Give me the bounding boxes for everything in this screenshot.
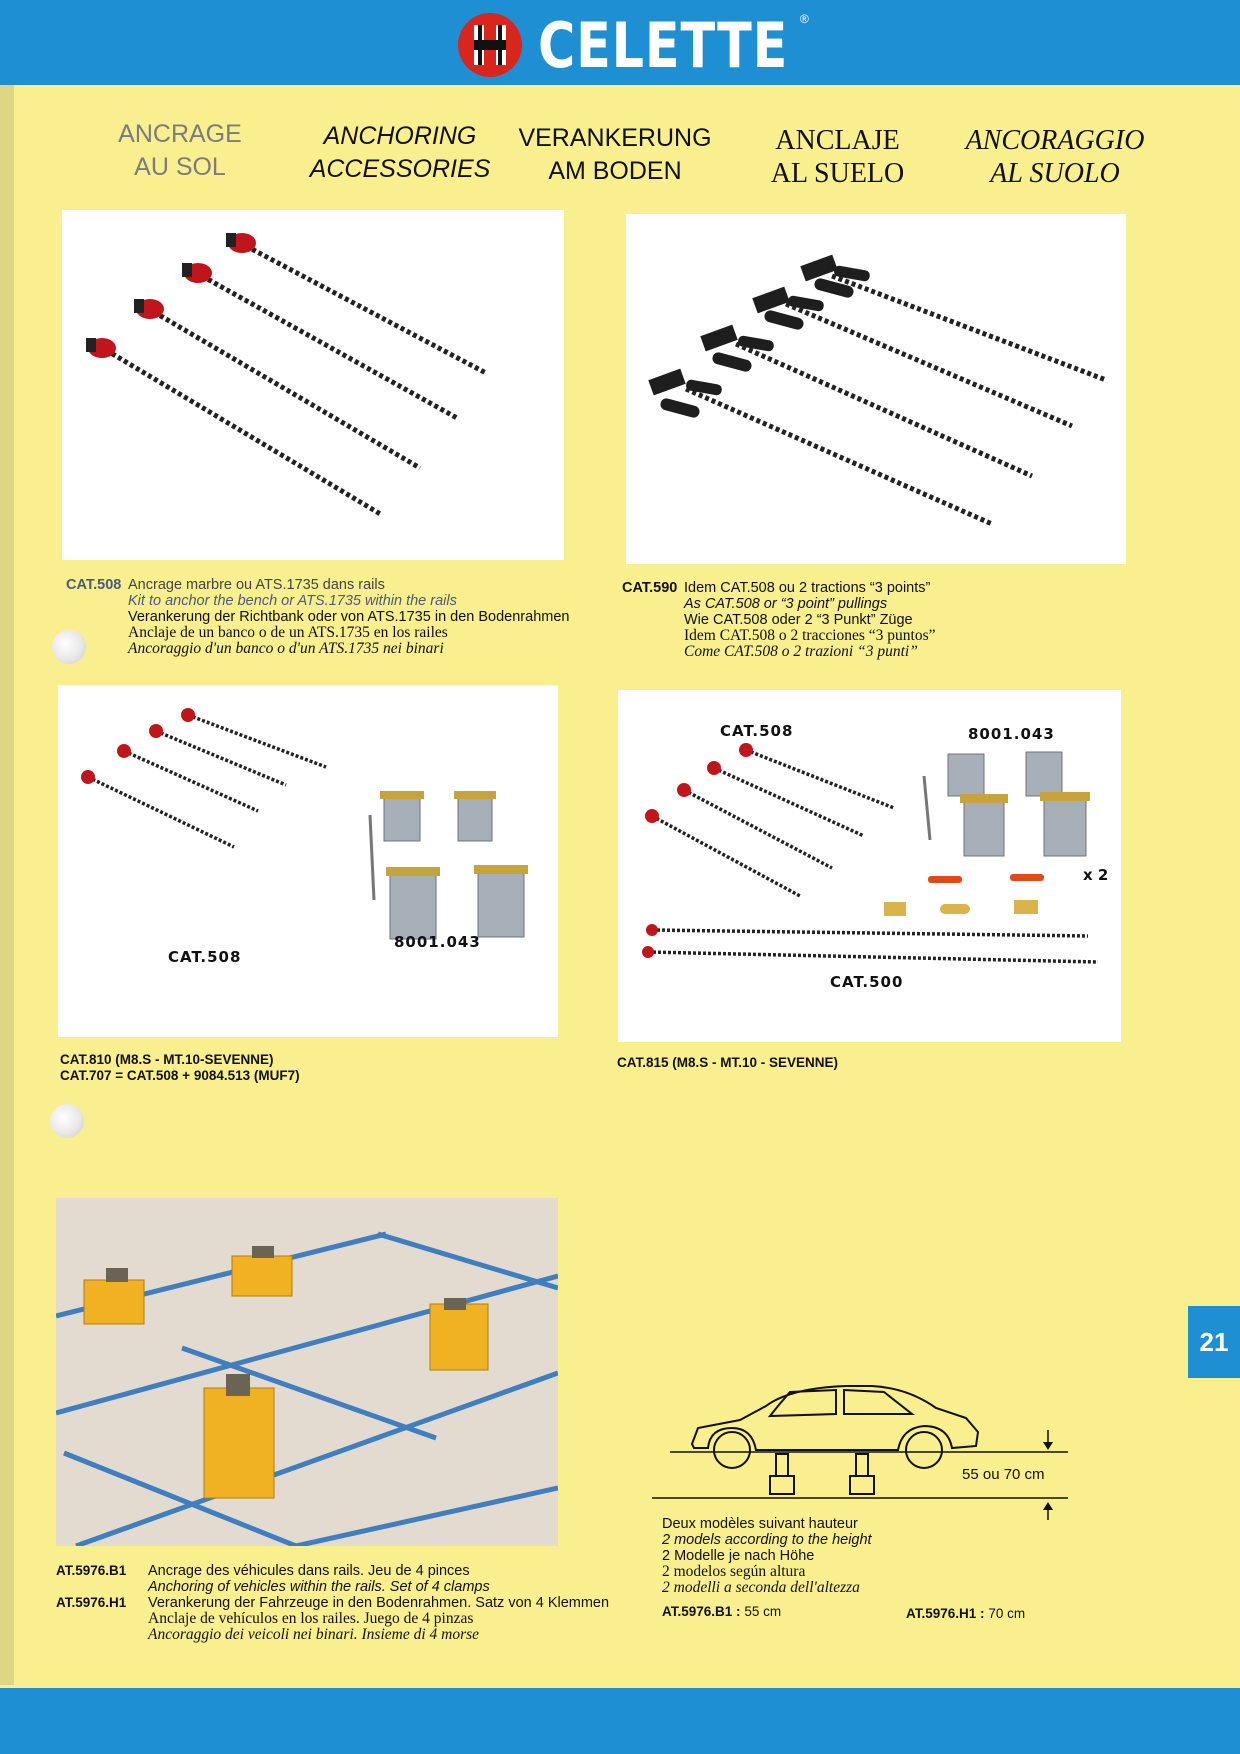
caption-cat508-it: Ancoraggio d'un banco o d'un ATS.1735 nei binari <box>128 640 444 657</box>
caption-cat590-es: Idem CAT.508 o 2 tracciones “3 puntos” <box>684 627 936 644</box>
caption-cat590-de: Wie CAT.508 oder 2 “3 Punkt” Züge <box>684 612 913 628</box>
diagram-model-h1-value: 70 cm <box>988 1606 1026 1621</box>
caption-cat815-line1: CAT.815 (M8.S - MT.10 - SEVENNE) <box>617 1055 839 1070</box>
header-it-line1: ANCORAGGIO <box>965 125 1145 156</box>
caption-cat508-fr: Ancrage marbre ou ATS.1735 dans rails <box>128 577 385 593</box>
diagram-en: 2 models according to the height <box>662 1532 872 1548</box>
header-de-line1: VERANKERUNG <box>518 124 712 152</box>
caption-cat590-en: As CAT.508 or “3 point” pullings <box>684 596 888 612</box>
header-italian <box>955 124 1155 190</box>
caption-cat590 <box>622 580 936 660</box>
diagram-de: 2 Modelle je nach Höhe <box>662 1548 815 1564</box>
bottom-banner <box>0 1688 1240 1754</box>
header-fr-line1: ANCRAGE <box>118 120 242 148</box>
page-binding-shadow <box>0 85 14 1685</box>
diagram-fr: Deux modèles suivant hauteur <box>662 1516 858 1532</box>
caption-at5976-de: Verankerung der Fahrzeuge in den Bodenrahmen. Satz von 4 Klemmen <box>148 1595 610 1611</box>
caption-at5976 <box>56 1563 609 1643</box>
header-spanish <box>745 124 930 190</box>
height-diagram <box>650 1370 1080 1530</box>
caption-at5976-code1: AT.5976.B1 <box>56 1563 127 1578</box>
header-german <box>515 122 715 188</box>
caption-cat810-line2: CAT.707 = CAT.508 + 9084.513 (MUF7) <box>60 1068 300 1083</box>
punch-hole-top <box>52 630 86 664</box>
diagram-model-h1 <box>906 1606 1025 1622</box>
caption-cat810-line1: CAT.810 (M8.S - MT.10-SEVENNE) <box>60 1052 274 1067</box>
diagram-it: 2 modelli a seconda dell'altezza <box>662 1579 860 1596</box>
diagram-es: 2 modelos según altura <box>662 1563 806 1580</box>
brand-name: CELETTE <box>538 8 789 82</box>
header-es-line1: ANCLAJE <box>775 125 900 156</box>
header-en-line1: ANCHORING <box>323 122 477 150</box>
header-it-line2: AL SUOLO <box>990 158 1120 189</box>
page-number: 21 <box>1188 1306 1240 1378</box>
caption-cat590-fr: Idem CAT.508 ou 2 tractions “3 points” <box>684 580 931 596</box>
header-en-line2: ACCESSORIES <box>309 155 491 183</box>
registered-mark: ® <box>800 12 809 26</box>
caption-cat508 <box>66 577 569 657</box>
caption-at5976-fr: Ancrage des véhicules dans rails. Jeu de 4 pinces <box>148 1563 470 1579</box>
photo-cat810-kit <box>58 685 558 1037</box>
diagram-model-h1-code: AT.5976.H1 : <box>906 1606 985 1621</box>
label-8001043-photo3: 8001.043 <box>394 933 481 951</box>
caption-cat508-en: Kit to anchor the bench or ATS.1735 within the rails <box>128 593 457 609</box>
label-multiplier: x 2 <box>1083 866 1109 884</box>
caption-at5976-code2: AT.5976.H1 <box>56 1595 127 1610</box>
caption-cat810 <box>60 1052 300 1084</box>
diagram-model-b1-value: 55 cm <box>744 1604 782 1619</box>
caption-cat590-code: CAT.590 <box>622 580 678 596</box>
celette-logo <box>458 8 843 82</box>
caption-at5976-es: Anclaje de vehículos en los railes. Juego de 4 pinzas <box>148 1610 474 1627</box>
celette-logo-icon <box>458 13 522 77</box>
punch-hole-bottom <box>50 1104 84 1138</box>
header-french <box>100 118 260 184</box>
header-english <box>300 120 500 186</box>
diagram-height-label: 55 ou 70 cm <box>962 1466 1045 1483</box>
label-cat508-photo4: CAT.508 <box>720 722 794 740</box>
photo-at5976-clamps <box>56 1198 558 1546</box>
caption-cat508-es: Anclaje de un banco o de un ATS.1735 en los railes <box>128 624 448 641</box>
caption-cat815 <box>617 1055 838 1071</box>
caption-at5976-en: Anchoring of vehicles within the rails. Set of 4 clamps <box>148 1579 490 1595</box>
caption-cat508-code: CAT.508 <box>66 577 122 593</box>
header-es-line2: AL SUELO <box>770 158 905 189</box>
caption-diagram <box>662 1516 872 1596</box>
caption-cat508-de: Verankerung der Richtbank oder von ATS.1735 in den Bodenrahmen <box>128 609 570 625</box>
header-fr-line2: AU SOL <box>134 153 226 181</box>
label-cat508-photo3: CAT.508 <box>168 948 242 966</box>
caption-at5976-it: Ancoraggio dei veicoli nei binari. Insieme di 4 morse <box>148 1626 480 1643</box>
diagram-model-b1 <box>662 1604 781 1620</box>
diagram-model-b1-code: AT.5976.B1 : <box>662 1604 741 1619</box>
label-cat500: CAT.500 <box>830 973 904 991</box>
label-8001043-photo4: 8001.043 <box>968 725 1055 743</box>
photo-cat508-chains <box>62 210 564 560</box>
photo-cat590-chains <box>626 214 1126 564</box>
caption-cat590-it: Come CAT.508 o 2 trazioni “3 punti” <box>684 643 918 660</box>
header-de-line2: AM BODEN <box>548 157 682 185</box>
